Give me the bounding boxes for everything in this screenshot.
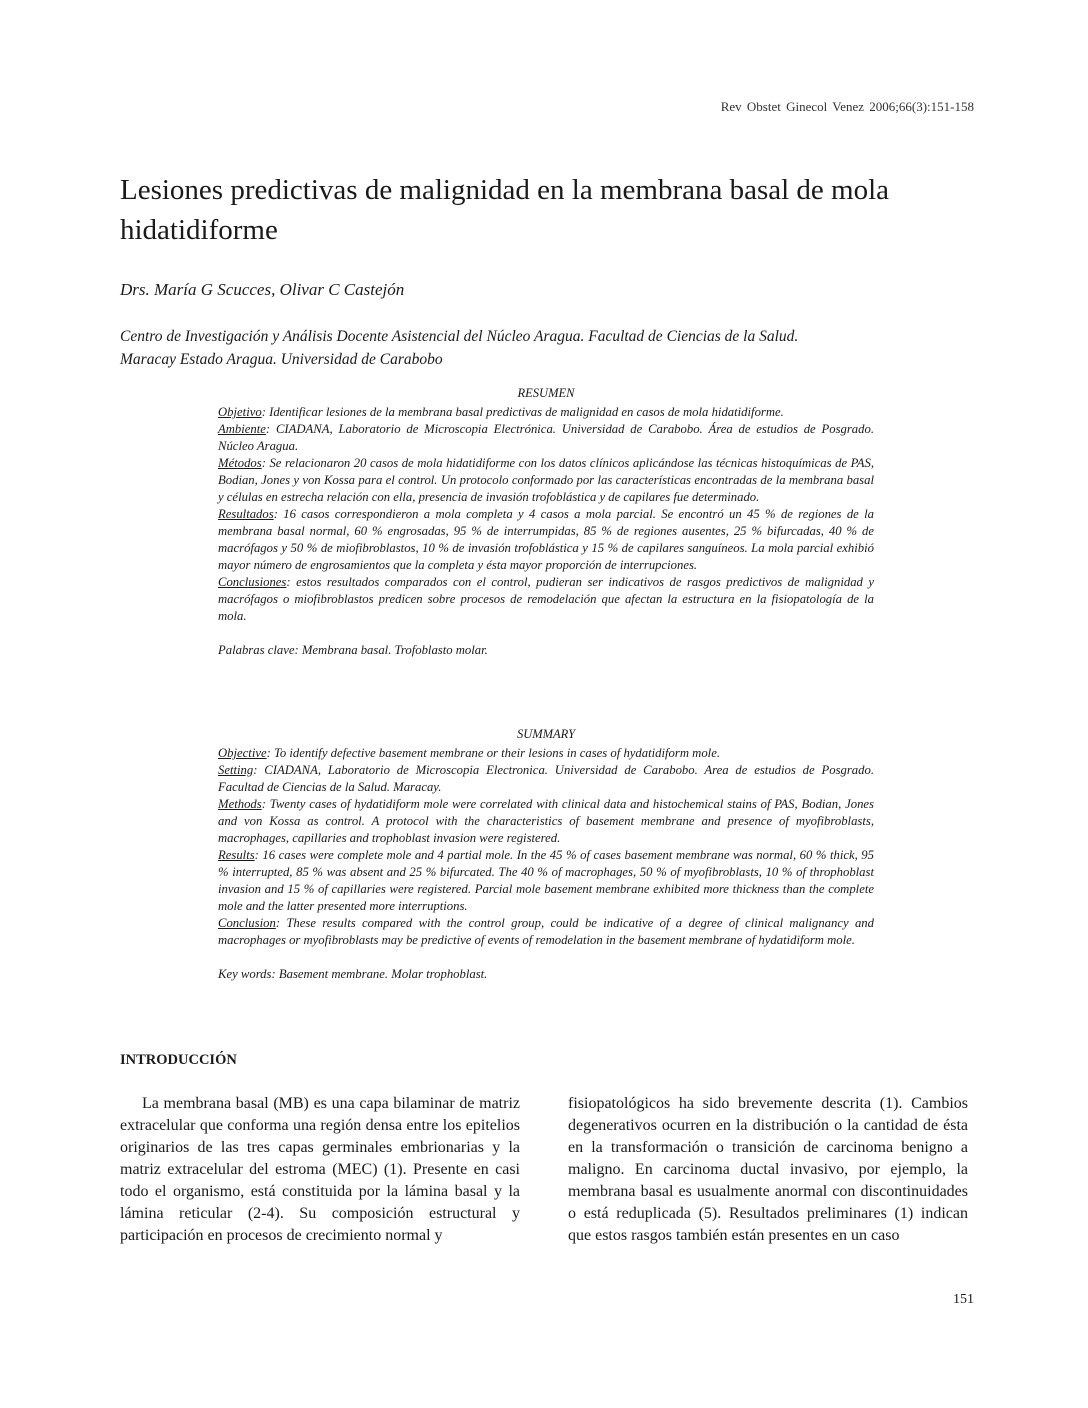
resumen-heading: RESUMEN: [517, 386, 575, 400]
conclusiones-label: Conclusiones: [218, 575, 287, 589]
summary-results: [218, 847, 874, 915]
authors: Drs. María G Scucces, Olivar C Castejón: [120, 280, 405, 299]
affiliation: [120, 325, 980, 371]
conclusiones-text: : estos resultados comparados con el control, pudieran ser indicativos de rasgos predictivos de malignidad y macrófagos o miofibroblastos predicen sobre procesos de remodelación que afectan la estructura en la fisiopatología de la mola.: [218, 575, 874, 623]
summary-setting: [218, 762, 874, 796]
resumen-ambiente: [218, 421, 874, 455]
page-number: 151: [953, 1292, 974, 1307]
summary-methods: [218, 796, 874, 847]
article-title: Lesiones predictivas de malignidad en la membrana basal de mola hidatidiforme: [120, 174, 890, 246]
summary-objective: [218, 745, 874, 762]
palabras-clave: Palabras clave: Membrana basal. Trofoblasto molar.: [218, 643, 488, 657]
resultados-text: : 16 casos correspondieron a mola completa y 4 casos a mola parcial. Se encontró un 45 % de regiones de la membrana basal normal, 60 % engrosadas, 95 % de interrumpidas, 85 % de regiones ausentes, 25 % bifurcadas, 40 % de macrófagos y 50 % de miofibroblastos, 10 % de invasión trofoblástica y 15 % de capilares sanguíneos. La mola parcial exhibió mayor número de engrosamientos que la completa y ésta mayor proporción de interrupciones.: [218, 507, 874, 572]
objetivo-label: Objetivo: [218, 405, 262, 419]
results-text: : 16 cases were complete mole and 4 partial mole. In the 45 % of cases basement membrane was normal, 60 % thick, 95 % interrupted, 85 % was absent and 25 % bifurcated. The 40 % of macrophages, 50 % of myofibroblasts, 10 % of throphoblast invasion and 15 % of capillaries were registered. Parcial mole basement membrane exhibited more thickness than the complete mole and the latter presented more interruptions.: [218, 848, 874, 913]
resumen-abstract: [218, 385, 874, 659]
results-label: Results: [218, 848, 255, 862]
objective-text: : To identify defective basement membrane or their lesions in cases of hydatidiform mole.: [266, 746, 720, 760]
summary-heading: SUMMARY: [516, 727, 576, 741]
resultados-label: Resultados: [218, 507, 274, 521]
conclusion-label: Conclusion: [218, 916, 276, 930]
objetivo-text: : Identificar lesiones de la membrana basal predictivas de malignidad en casos de mola hidatidiforme.: [261, 405, 784, 419]
journal-reference: Rev Obstet Ginecol Venez 2006;66(3):151-158: [720, 99, 974, 114]
summary-abstract: [218, 726, 874, 983]
resumen-objetivo: [218, 404, 874, 421]
conclusion-text: : These results compared with the control group, could be indicative of a degree of clinical malignancy and macrophages or myofibroblasts may be predictive of events of remodelation in the basement membrane of hydatidiform mole.: [218, 916, 874, 947]
metodos-text: : Se relacionaron 20 casos de mola hidatidiforme con los datos clínicos aplicándose las técnicas histoquímicas de PAS, Bodian, Jones y von Kossa para el control. Un protocolo conformado por las características encontradas de la membrana basal y células en estrecha relación con ella, presencia de invasión trofoblástica y de capilares fue determinado.: [218, 456, 874, 504]
body-left-column: La membrana basal (MB) es una capa bilaminar de matriz extracelular que conforma una región densa entre los epitelios originarios de las tres capas germinales embrionarias y la matriz extracelular del estroma (MEC) (1). Presente en casi todo el organismo, está constituida por la lámina basal y la lámina reticular (2-4). Su composición estructural y participación en procesos de crecimiento normal y: [120, 1095, 520, 1244]
metodos-label: Métodos: [218, 456, 262, 470]
section-heading-introduccion: INTRODUCCIÓN: [120, 1052, 237, 1068]
summary-conclusion: [218, 915, 874, 949]
affiliation-line-1: Centro de Investigación y Análisis Docente Asistencial del Núcleo Aragua. Facultad de Ciencias de la Salud.: [120, 328, 799, 345]
methods-label: Methods: [218, 797, 262, 811]
resumen-resultados: [218, 506, 874, 574]
objective-label: Objective: [218, 746, 267, 760]
key-words: Key words: Basement membrane. Molar trophoblast.: [218, 967, 488, 981]
body-right-column: fisiopatológicos ha sido brevemente descrita (1). Cambios degenerativos ocurren en la distribución o la cantidad de ésta en la transformación o transición de carcinoma benigno a maligno. En carcinoma ductal invasivo, por ejemplo, la membrana basal es usualmente anormal con discontinuidades o está reduplicada (5). Resultados preliminares (1) indican que estos rasgos también están presentes en un caso: [568, 1095, 968, 1244]
affiliation-line-2: Maracay Estado Aragua. Universidad de Carabobo: [120, 351, 443, 368]
ambiente-text: : CIADANA, Laboratorio de Microscopia Electrónica. Universidad de Carabobo. Área de estudios de Posgrado. Núcleo Aragua.: [218, 422, 874, 453]
setting-label: Setting: [218, 763, 254, 777]
resumen-metodos: [218, 455, 874, 506]
ambiente-label: Ambiente: [218, 422, 266, 436]
methods-text: : Twenty cases of hydatidiform mole were correlated with clinical data and histochemical stains of PAS, Bodian, Jones and von Kossa as control. A protocol with the characteristics of basement membrane and presence of myofibroblasts, macrophages, capillaries and trophoblast invasion were registered.: [218, 797, 874, 845]
setting-text: : CIADANA, Laboratorio de Microscopia Electronica. Universidad de Carabobo. Area de estudios de Posgrado. Facultad de Ciencias de la Salud. Maracay.: [218, 763, 874, 794]
resumen-conclusiones: [218, 574, 874, 625]
